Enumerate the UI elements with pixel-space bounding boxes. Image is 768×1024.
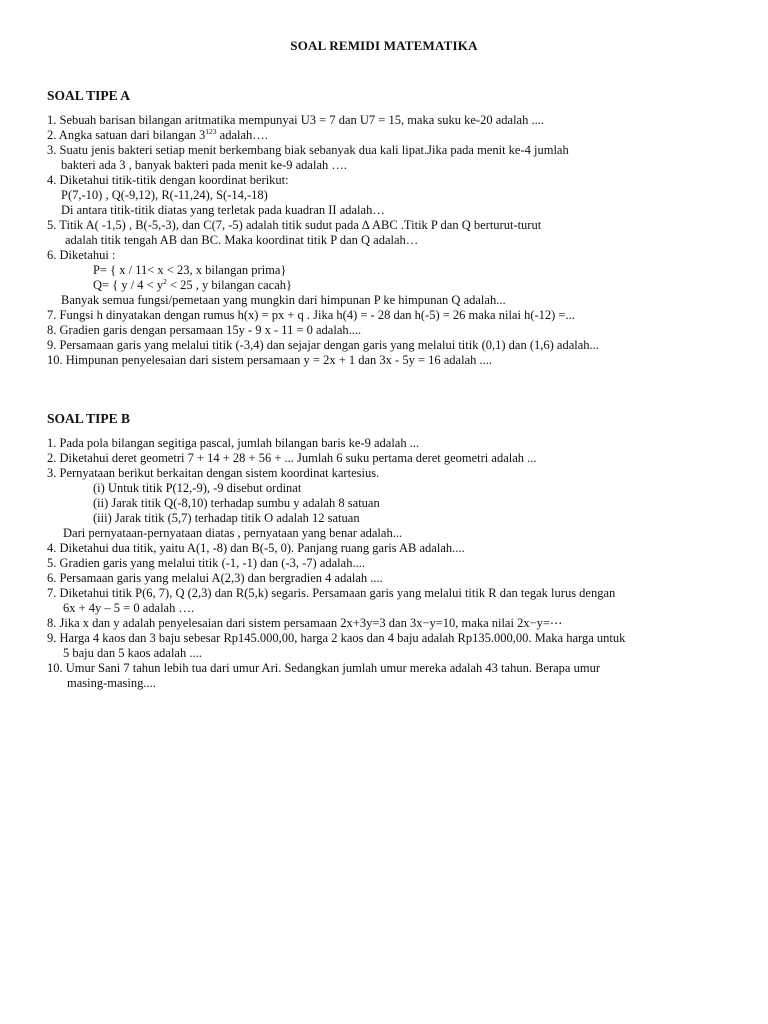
question-b7-line1: 7. Diketahui titik P(6, 7), Q (2,3) dan R(5,k) segaris. Persamaan garis yang melalui titik R dan tegak lurus dengan [47,586,616,600]
question-a6-set-p: P= { x / 11< x < 23, x bilangan prima} [93,263,287,277]
question-a10: 10. Himpunan penyelesaian dari sistem persamaan y = 2x + 1 dan 3x - 5y = 16 adalah .... [47,353,492,367]
question-b10-line1: 10. Umur Sani 7 tahun lebih tua dari umur Ari. Sedangkan jumlah umur mereka adalah 43 tahun. Berapa umur [47,661,600,675]
question-a2-text: 2. Angka satuan dari bilangan 3 [47,128,206,142]
document-title: SOAL REMIDI MATEMATIKA [290,38,478,53]
section-a-heading: SOAL TIPE A [47,88,131,103]
question-b3-line5: Dari pernyataan-pernyataan diatas , pernyataan yang benar adalah... [63,526,403,540]
question-b6: 6. Persamaan garis yang melalui A(2,3) dan bergradien 4 adalah .... [47,571,383,585]
set-q-tail: < 25 , y bilangan cacah} [166,278,293,292]
question-a5-line1: 5. Titik A( -1,5) , B(-5,-3), dan C(7, -5) adalah titik sudut pada ∆ ABC .Titik P dan Q berturut-turut [47,218,542,232]
question-a3-line1: 3. Suatu jenis bakteri setiap menit berkembang biak sebanyak dua kali lipat.Jika pada menit ke-4 jumlah [47,143,569,157]
question-b8: 8. Jika x dan y adalah penyelesaian dari sistem persamaan 2x+3y=3 dan 3x−y=10, maka nilai 2x−y=⋯ [47,616,563,630]
question-a6-line1: 6. Diketahui : [47,248,116,262]
question-a8: 8. Gradien garis dengan persamaan 15y - 9 x - 11 = 0 adalah.... [47,323,362,337]
question-a2 [47,128,728,143]
question-a6-line4: Banyak semua fungsi/pemetaan yang mungkin dari himpunan P ke himpunan Q adalah... [61,293,506,307]
question-a2-exponent: 123 [205,127,217,136]
question-b3-line1: 3. Pernyataan berikut berkaitan dengan sistem koordinat kartesius. [47,466,380,480]
question-a2-tail: adalah…. [216,128,268,142]
question-b5: 5. Gradien garis yang melalui titik (-1, -1) dan (-3, -7) adalah.... [47,556,365,570]
question-b1: 1. Pada pola bilangan segitiga pascal, jumlah bilangan baris ke-9 adalah ... [47,436,420,450]
question-a3-line2: bakteri ada 3 , banyak bakteri pada menit ke-9 adalah …. [61,158,347,172]
question-b3-statement-i: (i) Untuk titik P(12,-9), -9 disebut ordinat [93,481,302,495]
question-a4-line3: Di antara titik-titik diatas yang terletak pada kuadran II adalah… [61,203,385,217]
question-a4-line2: P(7,-10) , Q(-9,12), R(-11,24), S(-14,-18) [61,188,268,202]
set-q-text: Q= { y / 4 < y [93,278,164,292]
question-a6-set-q [47,278,728,293]
question-b4: 4. Diketahui dua titik, yaitu A(1, -8) dan B(-5, 0). Panjang ruang garis AB adalah.... [47,541,465,555]
question-b3-statement-iii: (iii) Jarak titik (5,7) terhadap titik O adalah 12 satuan [93,511,360,525]
question-a9: 9. Persamaan garis yang melalui titik (-3,4) dan sejajar dengan garis yang melalui titik (0,1) dan (1,6) adalah... [47,338,599,352]
question-b3-statement-ii: (ii) Jarak titik Q(-8,10) terhadap sumbu y adalah 8 satuan [93,496,380,510]
question-a4-line1: 4. Diketahui titik-titik dengan koordinat berikut: [47,173,289,187]
question-b2: 2. Diketahui deret geometri 7 + 14 + 28 + 56 + ... Jumlah 6 suku pertama deret geometri adalah ... [47,451,537,465]
section-b-questions [47,436,728,691]
question-a1: 1. Sebuah barisan bilangan aritmatika mempunyai U3 = 7 dan U7 = 15, maka suku ke-20 adalah .... [47,113,544,127]
question-a7: 7. Fungsi h dinyatakan dengan rumus h(x) = px + q . Jika h(4) = - 28 dan h(-5) = 26 maka nilai h(-12) =... [47,308,575,322]
section-b-heading: SOAL TIPE B [47,411,131,426]
question-a5-line2: adalah titik tengah AB dan BC. Maka koordinat titik P dan Q adalah… [65,233,419,247]
question-b7-line2: 6x + 4y – 5 = 0 adalah …. [63,601,195,615]
question-b9-line1: 9. Harga 4 kaos dan 3 baju sebesar Rp145.000,00, harga 2 kaos dan 4 baju adalah Rp135.000,00. Maka harga untuk [47,631,626,645]
question-b10-line2: masing-masing.... [67,676,156,690]
set-q-exponent: 2 [163,277,167,286]
question-b9-line2: 5 baju dan 5 kaos adalah .... [63,646,202,660]
section-a-questions [47,113,728,368]
